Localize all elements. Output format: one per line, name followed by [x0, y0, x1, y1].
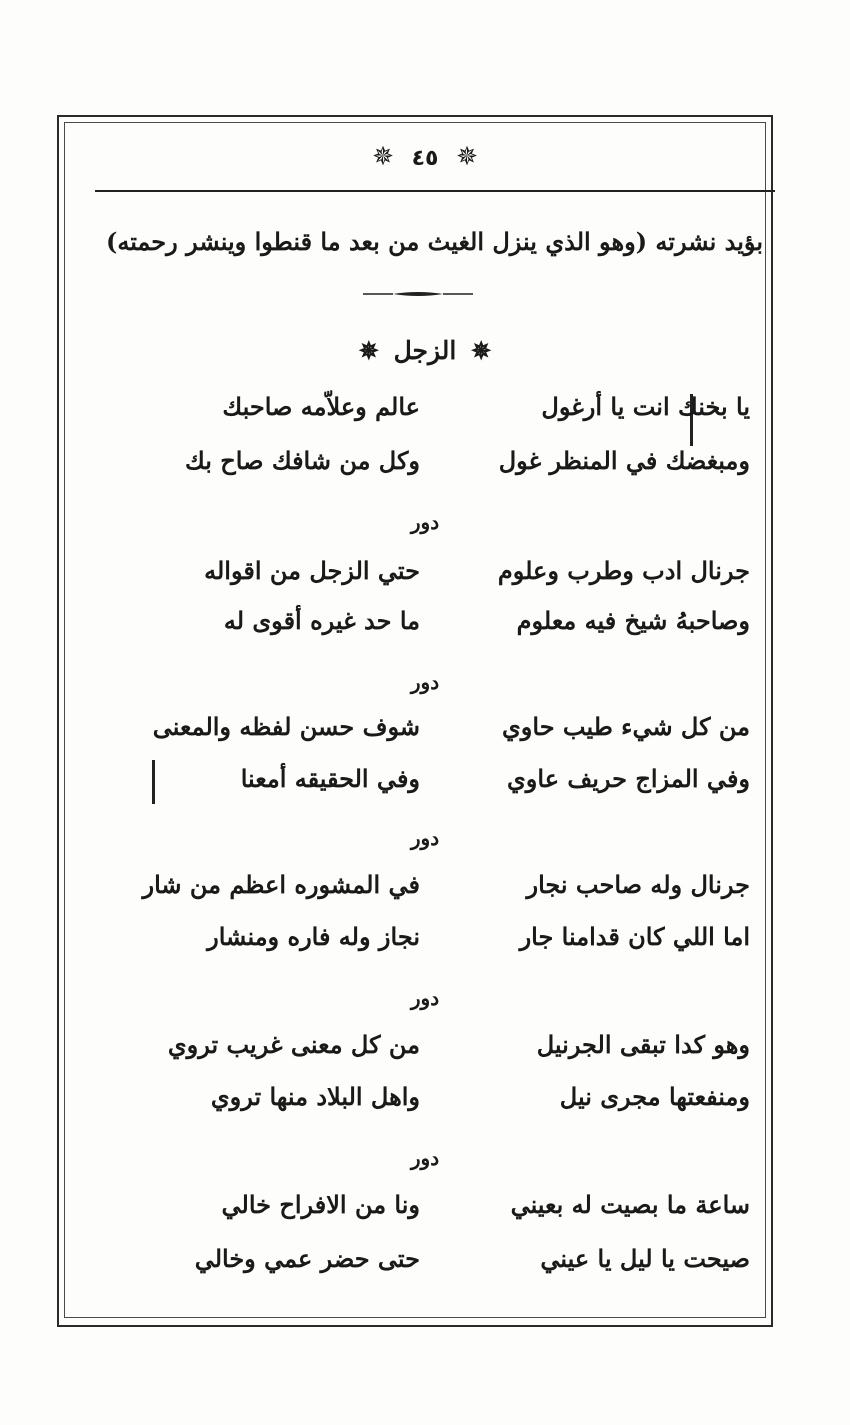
star-ornament-icon: ✵ [456, 142, 478, 172]
verse-line [150, 1082, 750, 1122]
verse-hemistich-right: صيحت يا ليل يا عيني [540, 1244, 750, 1273]
verse-hemistich-left: عالم وعلاّمه صاحبك [222, 392, 420, 421]
verse-hemistich-right: جرنال وله صاحب نجار [526, 870, 750, 899]
verse-hemistich-left: شوف حسن لفظه والمعنى [152, 712, 420, 741]
verse-line [150, 764, 750, 804]
section-title [0, 336, 850, 365]
verse-hemistich-left: في المشوره اعظم من شار [142, 870, 420, 899]
verse-hemistich-right: ومبغضك في المنظر غول [498, 446, 750, 475]
divider-ornament [363, 290, 473, 298]
verse-line [150, 1190, 750, 1230]
verse-hemistich-left: من كل معنى غريب تروي [167, 1030, 420, 1059]
verse-hemistich-left: واهل البلاد منها تروي [210, 1082, 420, 1111]
verse-hemistich-right: ساعة ما بصيت له بعيني [510, 1190, 750, 1219]
verse-line [150, 1030, 750, 1070]
verse-line [150, 606, 750, 646]
verse-line [142, 870, 750, 910]
dawr-label: دور [410, 510, 440, 534]
star-ornament-icon: ✵ [471, 336, 492, 365]
star-ornament-icon: ✵ [358, 336, 379, 365]
verse-hemistich-right: جرنال ادب وطرب وعلوم [497, 556, 750, 585]
verse-hemistich-right: من كل شيء طيب حاوي [502, 712, 750, 741]
verse-hemistich-right: يا بخنك انت يا أرغول [541, 392, 750, 421]
verse-line [150, 1244, 750, 1284]
dawr-label: دور [410, 670, 440, 694]
verse-hemistich-right: وفي المزاج حريف عاوي [507, 764, 750, 793]
header-rule [95, 190, 775, 192]
verse-hemistich-left: وفي الحقيقه أمعنا [240, 764, 420, 793]
verse-hemistich-left: ونا من الافراح خالي [221, 1190, 420, 1219]
verse-line [150, 556, 750, 596]
dawr-label: دور [410, 1146, 440, 1170]
dawr-label: دور [410, 986, 440, 1010]
section-title-text: الزجل [393, 336, 457, 365]
verse-line [150, 712, 750, 752]
verse-line [150, 446, 750, 486]
verse-hemistich-left: نجاز وله فاره ومنشار [207, 922, 420, 951]
verse-hemistich-right: ومنفعتها مجرى نيل [559, 1082, 750, 1111]
verse-hemistich-right: وهو كدا تبقى الجرنيل [536, 1030, 750, 1059]
verse-hemistich-left: حتى حضر عمي وخالي [194, 1244, 420, 1273]
prose-line: بؤيد نشرته (وهو الذي ينزل الغيث من بعد ما قنطوا وينشر رحمته) [105, 227, 763, 256]
verse-hemistich-left: حتي الزجل من اقواله [204, 556, 420, 585]
dawr-label: دور [410, 826, 440, 850]
verse-line [150, 922, 750, 962]
verse-hemistich-left: وكل من شافك صاح بك [185, 446, 420, 475]
verse-hemistich-right: اما اللي كان قدامنا جار [519, 922, 750, 951]
page-number: ٤٥ [411, 146, 439, 171]
verse-line [150, 392, 750, 432]
verse-hemistich-left: ما حد غيره أقوى له [223, 606, 420, 635]
verse-hemistich-right: وصاحبهُ شيخ فيه معلوم [516, 606, 750, 635]
page-header [0, 142, 850, 172]
star-ornament-icon: ✵ [372, 142, 394, 172]
